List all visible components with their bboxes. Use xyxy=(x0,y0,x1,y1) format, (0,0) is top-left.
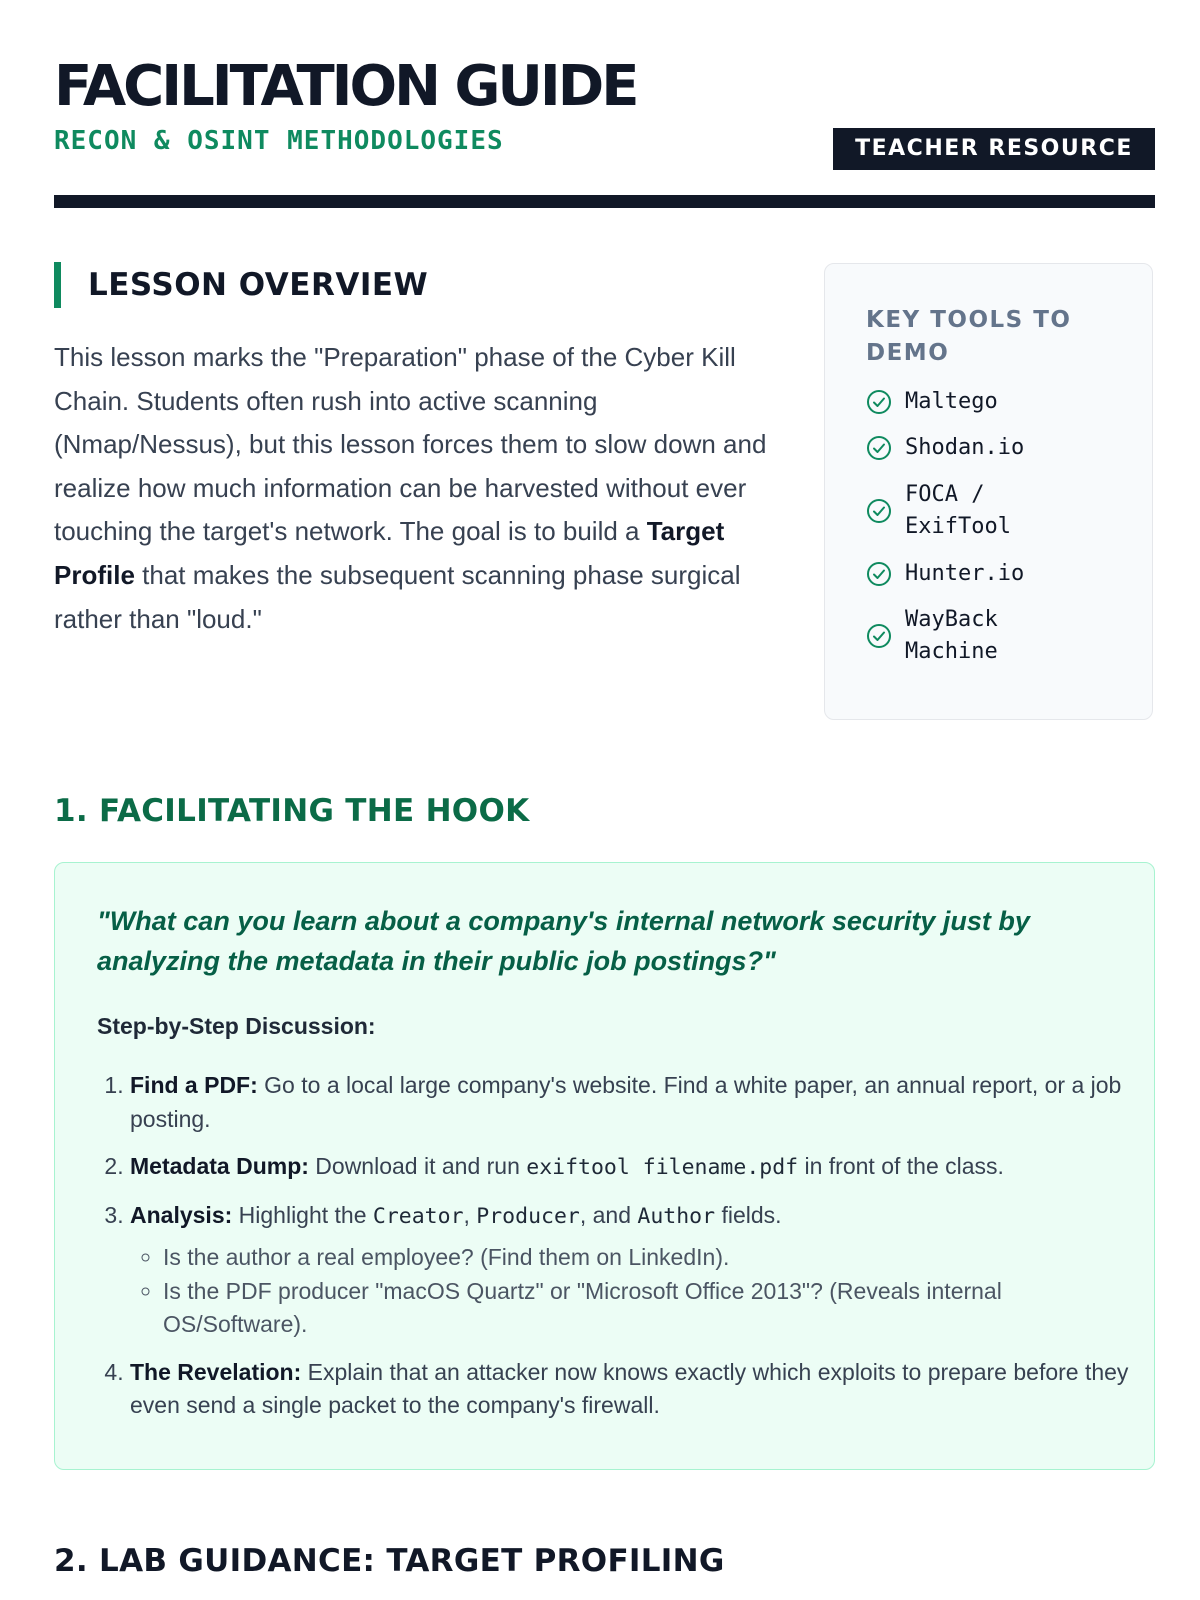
overview-text-end: that makes the subsequent scanning phase surgical rather than "loud." xyxy=(54,559,741,634)
step-text: Explain that an attacker now knows exactly which exploits to prepare before they even send a single packet to the company's firewall. xyxy=(130,1358,1129,1418)
steps-title: Step-by-Step Discussion: xyxy=(97,1013,376,1039)
list-item xyxy=(130,1069,1140,1136)
section-1-heading: 1. FACILITATING THE HOOK xyxy=(54,793,530,829)
tool-label: Maltego xyxy=(905,389,998,414)
step-label: Metadata Dump: xyxy=(130,1153,309,1179)
overview-text-start: This lesson marks the "Preparation" phase of the Cyber Kill Chain. Students often rush into active scanning (Nmap/Nessus), but this lesson forces them to slow down and realize how much information can be harvested without ever touching the target's network. The goal is to build a xyxy=(54,342,767,547)
overview-accent-bar xyxy=(54,262,61,308)
analysis-sub-list xyxy=(130,1241,1140,1342)
step-text: in front of the class. xyxy=(798,1153,1004,1179)
tool-item-hunter xyxy=(866,558,1115,590)
hook-quote: "What can you learn about a company's internal network security just by analyzing the metadata in their public job postings?" xyxy=(97,906,1030,976)
steps-list xyxy=(97,1069,1140,1437)
header-divider xyxy=(54,195,1155,208)
code-snippet: Author xyxy=(637,1203,716,1229)
overview-heading: LESSON OVERVIEW xyxy=(88,267,429,303)
step-label: Analysis: xyxy=(130,1201,233,1228)
key-tools-title: KEY TOOLS TO DEMO xyxy=(866,307,1072,366)
list-item xyxy=(130,1356,1140,1423)
list-item xyxy=(130,1199,1140,1342)
teacher-resource-badge: TEACHER RESOURCE xyxy=(833,128,1155,170)
hook-box xyxy=(54,862,1155,1470)
step-label: Find a PDF: xyxy=(130,1072,258,1098)
key-tools-card xyxy=(824,263,1153,720)
overview-text-bold: Target Profile xyxy=(54,516,725,590)
list-item: ◦ Is the author a real employee? (Find them on LinkedIn). xyxy=(163,1241,1140,1275)
code-snippet: exiftool filename.pdf xyxy=(526,1155,799,1180)
page-title: FACILITATION GUIDE xyxy=(54,54,637,119)
check-circle-icon xyxy=(866,389,892,415)
code-snippet: Creator xyxy=(372,1203,464,1229)
page-subtitle: RECON & OSINT METHODOLOGIES xyxy=(54,126,504,156)
check-circle-icon xyxy=(866,498,892,524)
tool-label: Shodan.io xyxy=(905,435,1025,460)
list-item xyxy=(130,1150,1140,1185)
tool-item-wayback-machine xyxy=(866,604,1015,668)
code-snippet: Producer xyxy=(476,1203,580,1229)
tool-label: FOCA / ExifTool xyxy=(905,482,1011,539)
step-text: Download it and run xyxy=(308,1153,527,1179)
section-2-heading: 2. LAB GUIDANCE: TARGET PROFILING xyxy=(54,1543,725,1579)
tool-item-shodan xyxy=(866,432,1115,464)
step-text: Highlight the xyxy=(232,1201,373,1228)
overview-paragraph xyxy=(54,336,774,641)
check-circle-icon xyxy=(866,561,892,587)
tool-label: WayBack Machine xyxy=(905,607,998,664)
tool-item-maltego xyxy=(866,386,1115,418)
check-circle-icon xyxy=(866,623,892,649)
tool-label: Hunter.io xyxy=(905,561,1025,586)
step-text: Go to a local large company's website. Find a white paper, an annual report, or a job posting. xyxy=(130,1072,1122,1132)
step-text: fields. xyxy=(715,1201,782,1228)
check-circle-icon xyxy=(866,435,892,461)
step-label: The Revelation: xyxy=(130,1358,302,1385)
step-text: , and xyxy=(579,1201,638,1228)
step-text: , xyxy=(463,1201,477,1228)
tool-item-foca-exiftool xyxy=(866,479,1025,543)
list-item: ◦ Is the PDF producer "macOS Quartz" or "Microsoft Office 2013"? (Reveals internal OS/Software). xyxy=(163,1275,1140,1342)
